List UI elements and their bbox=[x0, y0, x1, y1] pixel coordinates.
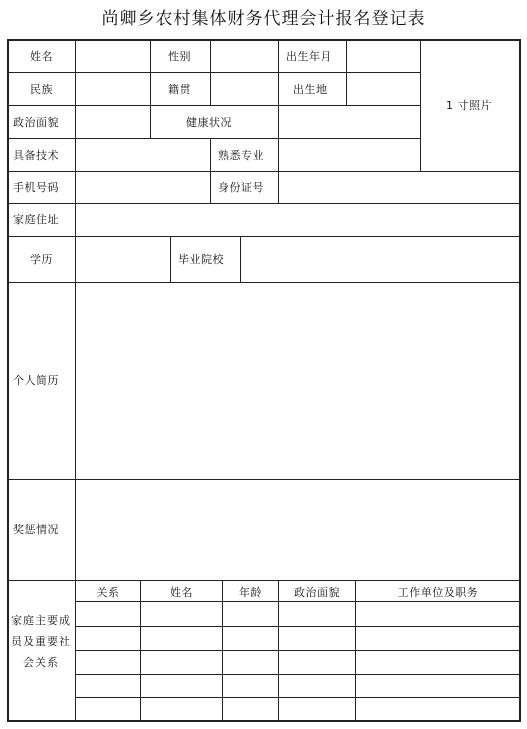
label-family-section: 家庭主要成员及重要社会关系 bbox=[11, 614, 71, 669]
photo-slot[interactable] bbox=[422, 41, 518, 170]
education-field[interactable] bbox=[77, 238, 169, 281]
col-divider bbox=[210, 138, 211, 203]
family-row-divider bbox=[75, 626, 521, 627]
col-divider bbox=[150, 105, 151, 138]
col-divider bbox=[170, 236, 171, 282]
label-health: 健康状况 bbox=[186, 116, 232, 129]
family-header-age: 年龄 bbox=[239, 586, 262, 599]
family-col-divider bbox=[222, 580, 223, 721]
family-row-divider bbox=[75, 674, 521, 675]
label-political-status: 政治面貌 bbox=[13, 116, 59, 129]
address-field[interactable] bbox=[77, 205, 518, 235]
family-header-workplace: 工作单位及职务 bbox=[397, 586, 479, 599]
label-education: 学历 bbox=[30, 253, 53, 266]
row-divider bbox=[7, 479, 521, 480]
col-divider bbox=[278, 138, 279, 203]
row-divider bbox=[7, 138, 421, 139]
photo-left-border bbox=[420, 39, 421, 171]
birthplace-field[interactable] bbox=[348, 74, 419, 104]
gender-field[interactable] bbox=[212, 41, 277, 71]
label-ethnicity: 民族 bbox=[30, 83, 53, 96]
family-row-divider bbox=[75, 601, 521, 602]
label-address: 家庭住址 bbox=[13, 213, 59, 226]
label-birthplace: 出生地 bbox=[293, 83, 328, 96]
label-name: 姓名 bbox=[30, 50, 53, 63]
specialty-field[interactable] bbox=[280, 140, 419, 170]
birth-date-field[interactable] bbox=[348, 41, 419, 71]
row-divider bbox=[7, 171, 521, 172]
name-field[interactable] bbox=[77, 41, 149, 71]
phone-field[interactable] bbox=[77, 173, 209, 202]
row-divider bbox=[7, 282, 521, 283]
health-field[interactable] bbox=[280, 107, 419, 137]
label-birth-date: 出生年月 bbox=[286, 50, 332, 63]
family-header-name: 姓名 bbox=[170, 586, 193, 599]
skills-field[interactable] bbox=[77, 140, 209, 170]
label-native-place: 籍贯 bbox=[168, 83, 191, 96]
row-divider bbox=[7, 236, 521, 237]
col-divider bbox=[75, 39, 76, 722]
label-skills: 具备技术 bbox=[13, 149, 59, 162]
resume-field[interactable] bbox=[77, 284, 518, 478]
table-border-bottom bbox=[7, 720, 521, 722]
family-row-divider bbox=[75, 650, 521, 651]
label-resume: 个人简历 bbox=[13, 374, 59, 387]
row-divider bbox=[7, 580, 521, 581]
label-gender: 性别 bbox=[168, 50, 191, 63]
col-divider bbox=[150, 39, 151, 105]
family-col-divider bbox=[278, 580, 279, 721]
col-divider bbox=[210, 39, 211, 105]
family-header-political-status: 政治面貌 bbox=[294, 586, 340, 599]
col-divider bbox=[346, 39, 347, 105]
ethnicity-field[interactable] bbox=[77, 74, 149, 104]
label-id-number: 身份证号 bbox=[218, 181, 264, 194]
label-school: 毕业院校 bbox=[178, 253, 224, 266]
family-col-divider bbox=[140, 580, 141, 721]
form-title: 尚卿乡农村集体财务代理会计报名登记表 bbox=[101, 9, 426, 29]
row-divider bbox=[7, 105, 421, 106]
col-divider bbox=[240, 236, 241, 282]
family-col-divider bbox=[355, 580, 356, 721]
photo-placeholder: 1 寸照片 bbox=[446, 99, 492, 112]
native-place-field[interactable] bbox=[212, 74, 277, 104]
id-number-field[interactable] bbox=[280, 173, 518, 202]
label-phone: 手机号码 bbox=[13, 181, 59, 194]
table-border-right bbox=[519, 39, 521, 722]
row-divider bbox=[7, 203, 521, 204]
row-divider bbox=[7, 72, 421, 73]
label-rewards: 奖惩情况 bbox=[13, 523, 59, 536]
family-header-relation: 关系 bbox=[96, 586, 120, 599]
political-status-field[interactable] bbox=[77, 107, 149, 137]
family-row-divider bbox=[75, 697, 521, 698]
rewards-field[interactable] bbox=[77, 481, 518, 579]
school-field[interactable] bbox=[242, 238, 518, 281]
label-specialty: 熟悉专业 bbox=[218, 149, 264, 162]
col-divider bbox=[278, 39, 279, 138]
